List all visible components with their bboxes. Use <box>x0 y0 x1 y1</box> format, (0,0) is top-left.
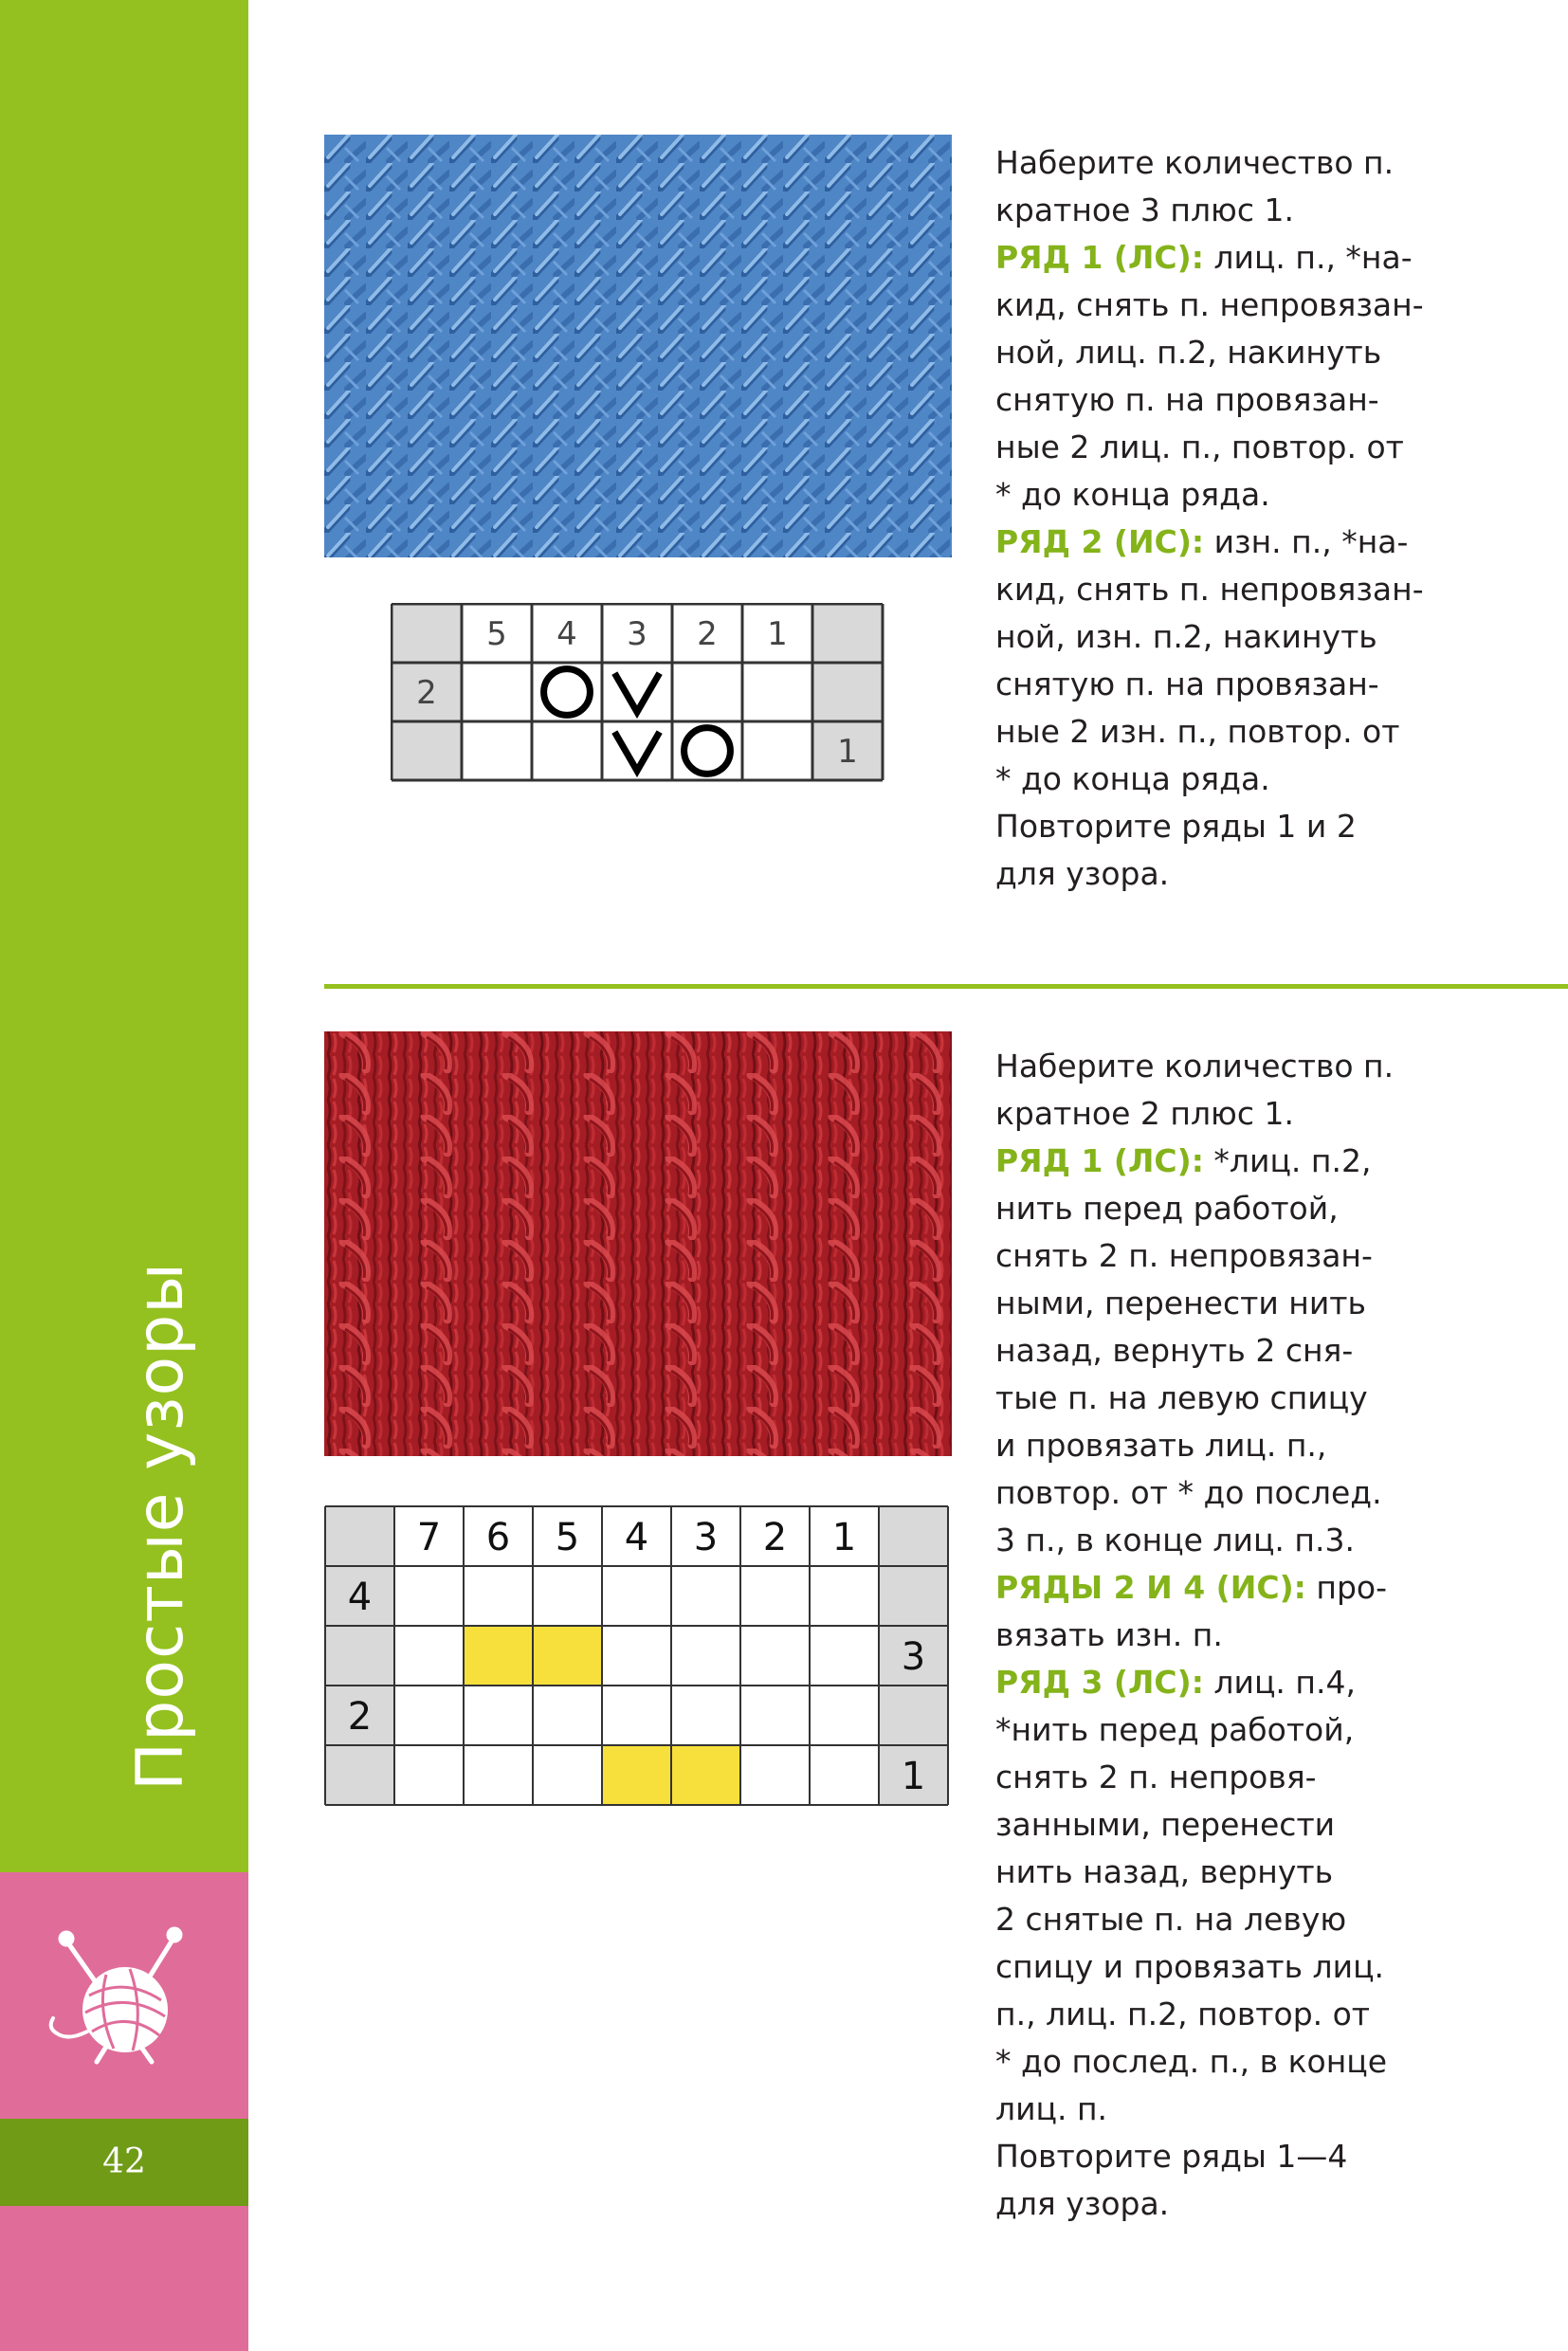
chart-cell <box>533 1745 602 1805</box>
chart-cell <box>740 1686 810 1745</box>
chart-row-label-cell <box>325 1745 394 1805</box>
instruction-line <box>995 1896 1394 1943</box>
row-heading: РЯД 1 (ЛС): <box>995 1142 1204 1179</box>
row-heading: РЯДЫ 2 И 4 (ИС): <box>995 1569 1306 1606</box>
row-heading: РЯД 1 (ЛС): <box>995 239 1204 276</box>
instruction-text: *лиц. п.2, <box>1203 1142 1372 1179</box>
instruction-line <box>995 1280 1394 1327</box>
instruction-line <box>995 1185 1394 1232</box>
instruction-line <box>995 566 1424 613</box>
chart-cell <box>742 721 812 780</box>
instruction-text: снятую п. на провязан- <box>995 665 1379 702</box>
instruction-text: вязать изн. п. <box>995 1616 1223 1653</box>
instruction-text: * до послед. п., в конце <box>995 2043 1388 2080</box>
chart-column-label: 5 <box>555 1515 580 1559</box>
sidebar-pink-footer <box>0 2206 248 2351</box>
instruction-text: снять 2 п. непровязан- <box>995 1237 1373 1274</box>
section-divider <box>324 984 1568 989</box>
chart-column-label: 3 <box>693 1515 719 1559</box>
knit-sample-photo-red <box>324 1031 952 1456</box>
instruction-text: ными, перенести нить <box>995 1285 1366 1321</box>
instruction-line <box>995 708 1424 756</box>
instruction-text: ные 2 изн. п., повтор. от <box>995 713 1400 750</box>
chart-column-label: 1 <box>831 1515 857 1559</box>
chart-cell <box>810 1566 879 1626</box>
instruction-line <box>995 850 1424 898</box>
instruction-text: кид, снять п. непровязан- <box>995 571 1424 608</box>
instruction-text: лиц. п.4, <box>1203 1664 1356 1701</box>
instruction-line <box>995 1517 1394 1564</box>
chart-column-label: 4 <box>624 1515 649 1559</box>
chart-row-label: 2 <box>416 674 437 713</box>
chart-column-label: 5 <box>486 615 507 654</box>
chart-cell <box>464 1686 533 1745</box>
chart-highlight-cell <box>464 1626 533 1686</box>
chart-cell <box>464 1745 533 1805</box>
instruction-line <box>995 1991 1394 2038</box>
chart-cell <box>602 1626 671 1686</box>
instruction-text: Наберите количество п. <box>995 1048 1395 1084</box>
instruction-text: 3 п., в конце лиц. п.3. <box>995 1522 1355 1558</box>
row-heading: РЯД 2 (ИС): <box>995 523 1205 560</box>
instruction-text: спицу и провязать лиц. <box>995 1948 1385 1985</box>
chart-cell <box>532 721 602 780</box>
chart-header-cell <box>392 604 462 663</box>
instruction-line <box>995 139 1424 187</box>
chart-cell <box>394 1686 464 1745</box>
instruction-line <box>995 2180 1394 2228</box>
instruction-text: про- <box>1305 1569 1387 1606</box>
instruction-text: *нить перед работой, <box>995 1711 1355 1748</box>
instruction-line <box>995 471 1424 519</box>
instruction-text: кид, снять п. непровязан- <box>995 286 1424 323</box>
chart-cell <box>602 1686 671 1745</box>
instruction-text: занными, перенести <box>995 1806 1336 1843</box>
instruction-text: кратное 3 плюс 1. <box>995 191 1294 228</box>
instruction-line <box>995 613 1424 661</box>
chart-cell <box>394 1566 464 1626</box>
instruction-text: повтор. от * до послед. <box>995 1474 1382 1511</box>
chart-row-label: 3 <box>901 1634 926 1679</box>
stitch-chart-2 <box>324 1505 950 1807</box>
instruction-text: Наберите количество п. <box>995 144 1395 181</box>
chart-row-label-cell <box>879 1686 948 1745</box>
instruction-text: 2 снятые п. на левую <box>995 1901 1347 1938</box>
instruction-text: для узора. <box>995 855 1170 892</box>
chart-row-label: 2 <box>347 1694 373 1739</box>
instruction-line <box>995 234 1424 282</box>
chart-row-label-cell <box>392 721 462 780</box>
instruction-line <box>995 1564 1394 1612</box>
instruction-text: ные 2 лиц. п., повтор. от <box>995 428 1404 465</box>
chart-highlight-cell <box>533 1626 602 1686</box>
instruction-line <box>995 1659 1394 1706</box>
chart-cell <box>462 663 532 721</box>
chart-column-label: 2 <box>697 615 718 654</box>
chart-row-label: 4 <box>347 1575 373 1619</box>
instruction-line <box>995 756 1424 803</box>
instruction-text: и провязать лиц. п., <box>995 1427 1327 1464</box>
instruction-line <box>995 1138 1394 1185</box>
chart-cell <box>742 663 812 721</box>
instruction-text: п., лиц. п.2, повтор. от <box>995 1996 1371 2032</box>
chart-column-label: 4 <box>556 615 577 654</box>
stitch-chart-1-grid <box>391 603 889 783</box>
stitch-chart-2-grid <box>324 1505 950 1807</box>
instruction-line <box>995 1090 1394 1138</box>
chart-row-label: 1 <box>901 1754 926 1798</box>
chart-cell <box>671 1626 740 1686</box>
instruction-line <box>995 376 1424 424</box>
chart-cell <box>671 1566 740 1626</box>
pattern-2-instructions <box>995 1043 1394 2228</box>
instruction-line <box>995 2133 1394 2180</box>
instruction-text: лиц. п., *на- <box>1203 239 1413 276</box>
instruction-line <box>995 1043 1394 1090</box>
instruction-line <box>995 2038 1394 2086</box>
chart-cell <box>533 1686 602 1745</box>
chart-row-label-cell <box>812 663 883 721</box>
yarn-ball-knitting-needles-icon <box>40 1920 201 2081</box>
section-title: Простые узоры <box>123 1262 198 1791</box>
chart-cell <box>671 1686 740 1745</box>
instruction-line <box>995 1801 1394 1849</box>
instruction-line <box>995 1706 1394 1754</box>
instruction-text: кратное 2 плюс 1. <box>995 1095 1294 1132</box>
instruction-text: ной, изн. п.2, накинуть <box>995 618 1377 655</box>
instruction-text: Повторите ряды 1 и 2 <box>995 808 1357 845</box>
instruction-text: Повторите ряды 1—4 <box>995 2138 1348 2175</box>
instruction-line <box>995 1469 1394 1517</box>
instruction-text: нить перед работой, <box>995 1190 1339 1227</box>
instruction-line <box>995 1375 1394 1422</box>
knit-sample-photo-blue <box>324 135 952 557</box>
instruction-text: назад, вернуть 2 сня- <box>995 1332 1354 1369</box>
chart-header-cell <box>879 1506 948 1566</box>
instruction-line <box>995 1327 1394 1375</box>
instruction-line <box>995 1422 1394 1469</box>
chart-cell <box>394 1626 464 1686</box>
chart-cell <box>602 1566 671 1626</box>
instruction-text: изн. п., *на- <box>1204 523 1409 560</box>
instruction-line <box>995 661 1424 708</box>
instruction-line <box>995 1943 1394 1991</box>
chart-cell <box>394 1745 464 1805</box>
instruction-text: нить назад, вернуть <box>995 1853 1334 1890</box>
chart-highlight-cell <box>671 1745 740 1805</box>
chart-highlight-cell <box>602 1745 671 1805</box>
instruction-text: тые п. на левую спицу <box>995 1379 1368 1416</box>
instruction-text: лиц. п. <box>995 2090 1108 2127</box>
chart-cell <box>672 663 742 721</box>
instruction-line <box>995 282 1424 329</box>
page-number: 42 <box>102 2142 146 2181</box>
chart-cell <box>740 1745 810 1805</box>
chart-row-label-cell <box>879 1566 948 1626</box>
chart-cell <box>810 1626 879 1686</box>
chart-row-label: 1 <box>837 733 858 772</box>
chart-row-label-cell <box>325 1626 394 1686</box>
instruction-text: ной, лиц. п.2, накинуть <box>995 334 1382 371</box>
chart-column-label: 6 <box>485 1515 511 1559</box>
instruction-text: * до конца ряда. <box>995 476 1270 513</box>
chart-header-cell <box>325 1506 394 1566</box>
instruction-text: снять 2 п. непровя- <box>995 1759 1317 1795</box>
instruction-line <box>995 803 1424 850</box>
stitch-chart-1 <box>391 603 889 783</box>
chart-cell <box>464 1566 533 1626</box>
chart-cell <box>810 1745 879 1805</box>
instruction-text: * до конца ряда. <box>995 760 1270 797</box>
chart-column-label: 7 <box>416 1515 442 1559</box>
instruction-line <box>995 1754 1394 1801</box>
instruction-text: снятую п. на провязан- <box>995 381 1379 418</box>
chart-header-cell <box>812 604 883 663</box>
chart-cell <box>740 1566 810 1626</box>
chart-cell <box>810 1686 879 1745</box>
pattern-1-instructions <box>995 139 1424 898</box>
chart-column-label: 1 <box>767 615 788 654</box>
chart-cell <box>462 721 532 780</box>
chart-column-label: 3 <box>627 615 647 654</box>
instruction-line <box>995 2086 1394 2133</box>
instruction-line <box>995 1232 1394 1280</box>
instruction-line <box>995 187 1424 234</box>
chart-column-label: 2 <box>762 1515 788 1559</box>
instruction-line <box>995 519 1424 566</box>
chart-cell <box>740 1626 810 1686</box>
instruction-line <box>995 1612 1394 1659</box>
instruction-line <box>995 424 1424 471</box>
row-heading: РЯД 3 (ЛС): <box>995 1664 1204 1701</box>
instruction-line <box>995 329 1424 376</box>
instruction-line <box>995 1849 1394 1896</box>
chart-cell <box>533 1566 602 1626</box>
instruction-text: для узора. <box>995 2185 1170 2222</box>
